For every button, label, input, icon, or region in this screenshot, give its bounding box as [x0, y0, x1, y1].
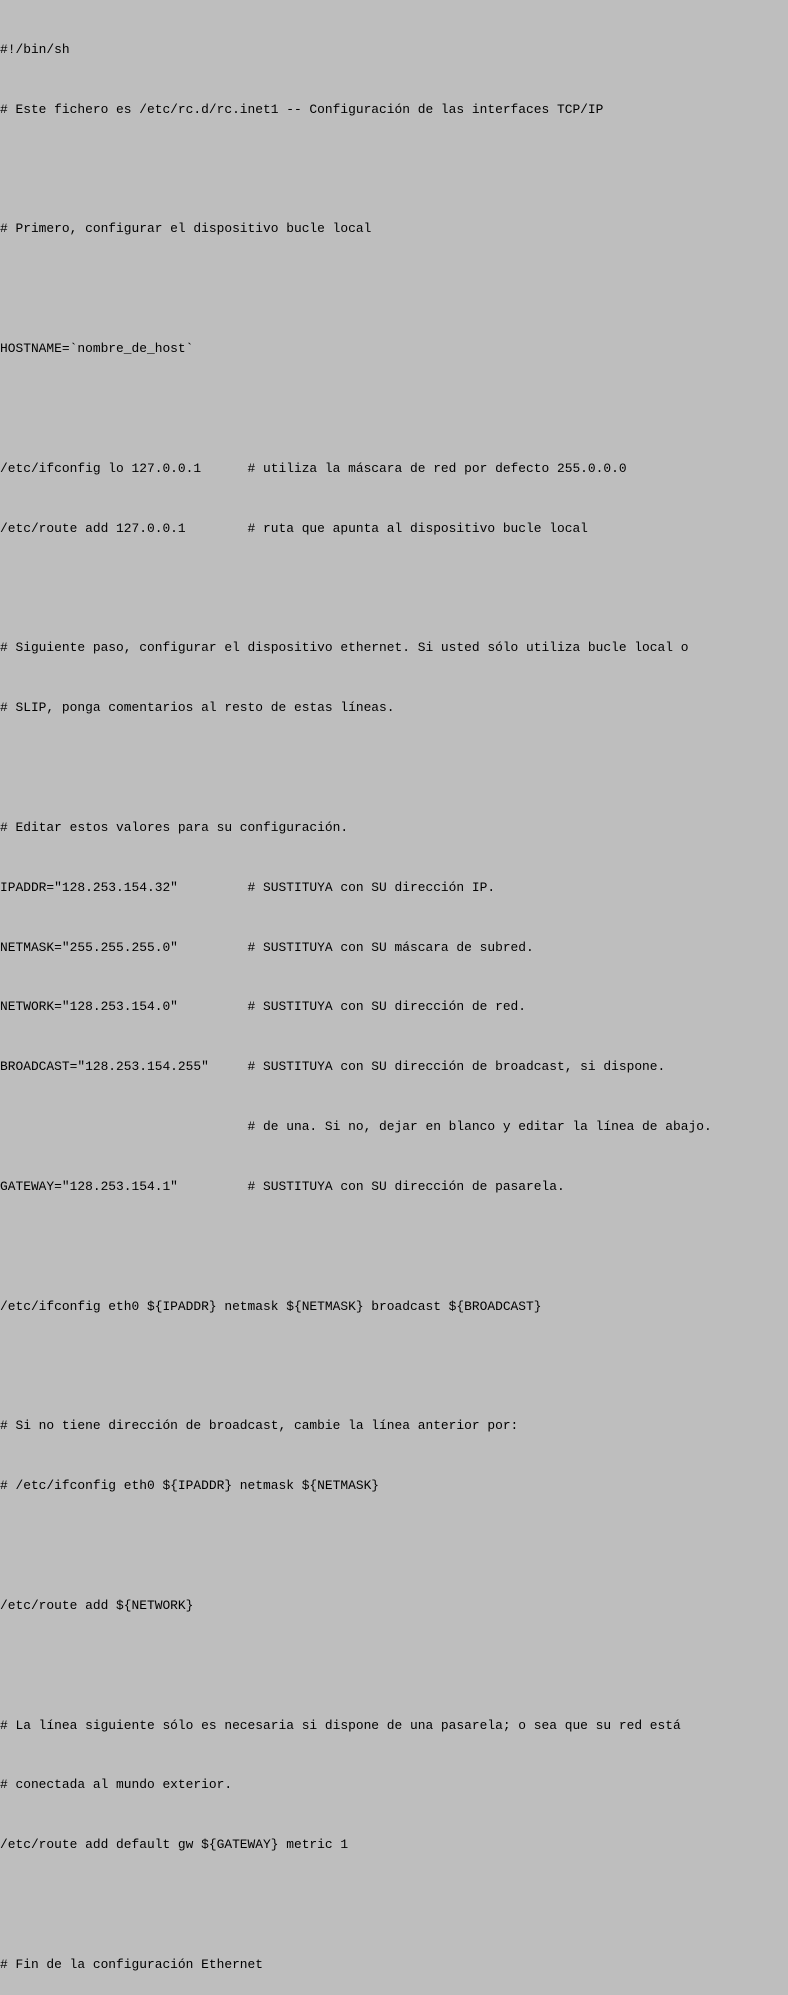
code-line: /etc/route add 127.0.0.1 # ruta que apunta al dispositivo bucle local	[0, 520, 588, 536]
code-line: IPADDR="128.253.154.32" # SUSTITUYA con SU dirección IP.	[0, 879, 496, 895]
code-line: # SLIP, ponga comentarios al resto de estas líneas.	[0, 700, 395, 716]
code-line	[0, 1895, 788, 1915]
code-line: NETWORK="128.253.154.0" # SUSTITUYA con SU dirección de red.	[0, 999, 527, 1015]
code-line: GATEWAY="128.253.154.1" # SUSTITUYA con SU dirección de pasarela.	[0, 1178, 565, 1194]
code-line: # conectada al mundo exterior.	[0, 1777, 233, 1793]
code-line	[0, 160, 788, 180]
code-line	[0, 399, 788, 419]
code-line: # Este fichero es /etc/rc.d/rc.inet1 -- Configuración de las interfaces TCP/IP	[0, 101, 604, 117]
code-line: # /etc/ifconfig eth0 ${IPADDR} netmask ${NETMASK}	[0, 1478, 380, 1494]
code-line	[0, 1536, 788, 1556]
code-line: # Siguiente paso, configurar el dispositivo ethernet. Si usted sólo utiliza bucle local o	[0, 640, 689, 656]
code-line	[0, 1656, 788, 1676]
code-line: BROADCAST="128.253.154.255" # SUSTITUYA con SU dirección de broadcast, si dispone.	[0, 1059, 666, 1075]
code-line: # Primero, configurar el dispositivo bucle local	[0, 221, 372, 237]
code-line: HOSTNAME=`nombre_de_host`	[0, 341, 194, 357]
code-line: /etc/ifconfig lo 127.0.0.1 # utiliza la máscara de red por defecto 255.0.0.0	[0, 460, 627, 476]
code-line: # Fin de la configuración Ethernet	[0, 1956, 264, 1972]
code-line: /etc/route add default gw ${GATEWAY} metric 1	[0, 1837, 349, 1853]
code-line	[0, 1356, 788, 1376]
code-line: NETMASK="255.255.255.0" # SUSTITUYA con SU máscara de subred.	[0, 939, 534, 955]
code-line	[0, 758, 788, 778]
code-line: # Si no tiene dirección de broadcast, cambie la línea anterior por:	[0, 1418, 519, 1434]
code-line	[0, 579, 788, 599]
code-line	[0, 279, 788, 299]
code-line: # de una. Si no, dejar en blanco y editar la línea de abajo.	[0, 1119, 712, 1135]
code-line: # La línea siguiente sólo es necesaria si dispone de una pasarela; o sea que su red está	[0, 1717, 681, 1733]
code-line: # Editar estos valores para su configuración.	[0, 819, 349, 835]
code-line: #!/bin/sh	[0, 41, 70, 57]
code-line	[0, 1237, 788, 1257]
code-line: /etc/route add ${NETWORK}	[0, 1597, 194, 1613]
code-line: /etc/ifconfig eth0 ${IPADDR} netmask ${NETMASK} broadcast ${BROADCAST}	[0, 1298, 542, 1314]
